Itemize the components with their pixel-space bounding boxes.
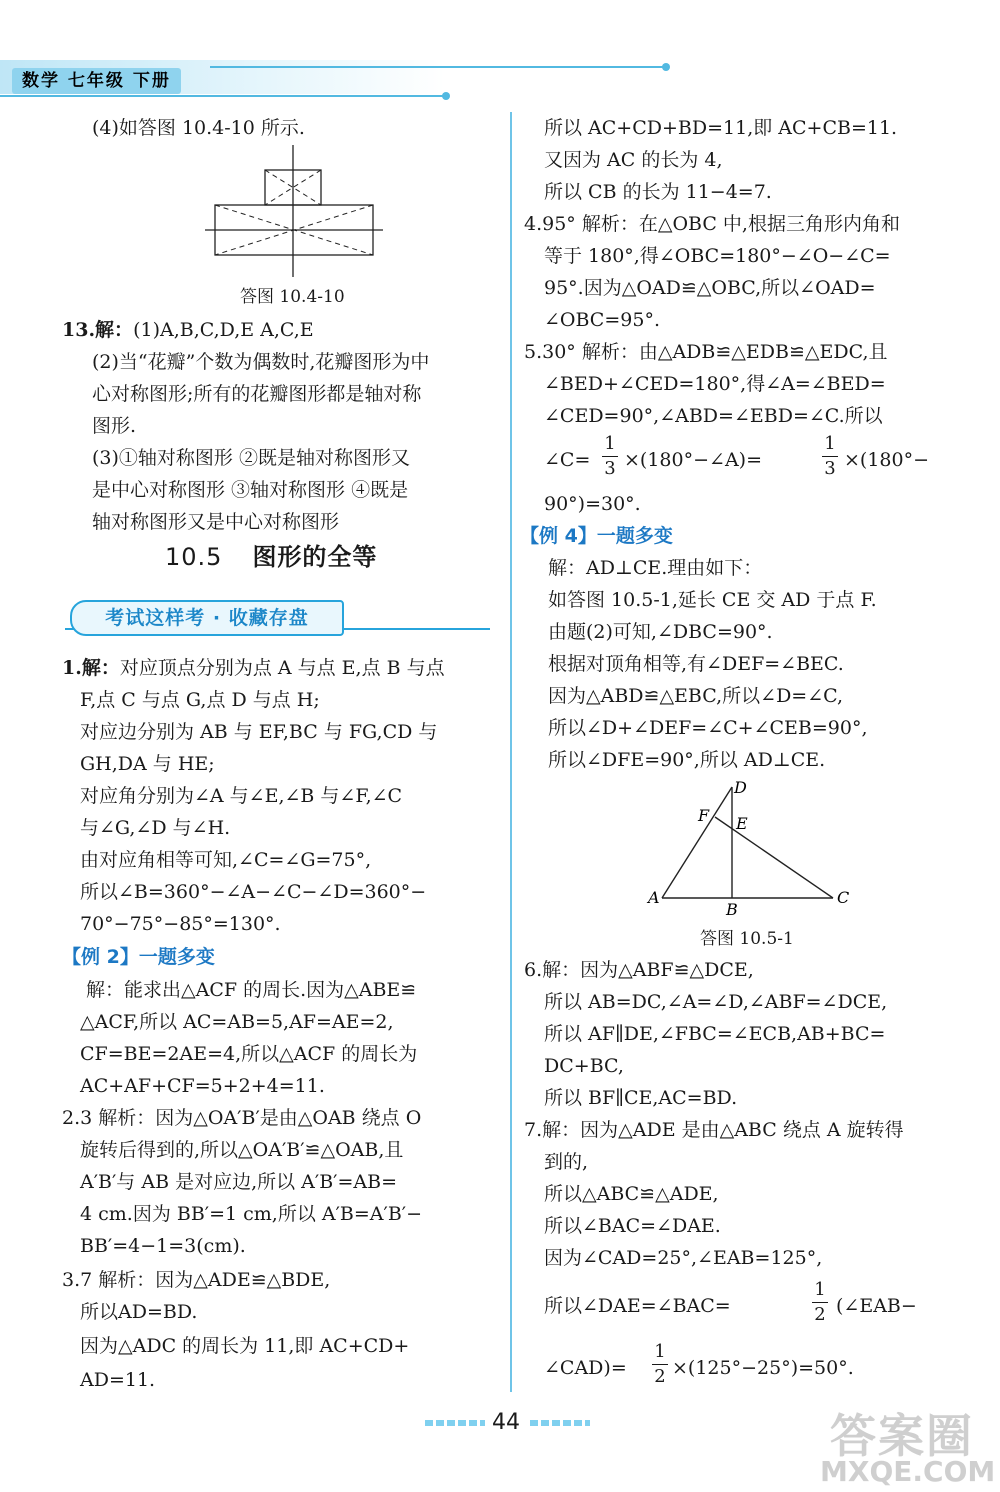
question-3: 3.7 解析：因为△ADE≌△BDE,: [62, 1269, 331, 1291]
answer-line: GH,DA 与 HE;: [80, 753, 215, 775]
denominator: 2: [814, 1304, 826, 1325]
answer-line: 95°.因为△OAD≌△OBC,所以∠OAD=: [544, 277, 876, 299]
answer-line: 对应边分别为 AB 与 EF,BC 与 FG,CD 与: [80, 721, 438, 743]
fraction-one-third: [822, 434, 838, 479]
watermark-url: MXQE.COM: [820, 1455, 996, 1488]
column-divider: [510, 112, 512, 1392]
answer-line: 解：AD⊥CE.理由如下：: [548, 557, 763, 579]
answer-line: 由对应角相等可知,∠C=∠G=75°,: [80, 849, 372, 871]
answer-line: 所以AD=BD.: [80, 1301, 198, 1323]
label-A: A: [648, 888, 660, 907]
question-4: 4.95° 解析：在△OBC 中,根据三角形内角和: [524, 213, 900, 235]
fraction-one-third: [602, 434, 618, 479]
header-rule-top: [210, 66, 665, 68]
answer-line: 所以 CB 的长为 11−4=7.: [544, 181, 772, 203]
answer-line: 轴对称图形又是中心对称图形: [92, 511, 340, 533]
numerator: 1: [824, 433, 836, 454]
page-number-ornament: [530, 1420, 590, 1426]
fraction-one-half: [652, 1342, 668, 1387]
answer-line: ∠BED+∠CED=180°,得∠A=∠BED=: [544, 373, 886, 395]
fraction-bar: [652, 1364, 668, 1365]
answer-line: 90°)=30°.: [544, 493, 641, 515]
answer-line: 图形.: [92, 415, 137, 437]
section-number: 10.5: [165, 543, 223, 571]
answer-line: 所以 AF∥DE,∠FBC=∠ECB,AB+BC=: [544, 1023, 886, 1045]
label-D: D: [734, 778, 747, 797]
question-7: 7.解：因为△ADE 是由△ABC 绕点 A 旋转得: [524, 1119, 904, 1141]
page-number: 44: [492, 1410, 520, 1435]
answer-line: (4)如答图 10.4-10 所示.: [92, 117, 305, 139]
answer-line: 心对称图形;所有的花瓣图形都是轴对称: [92, 383, 422, 405]
answer-line: 因为△ABD≌△EBC,所以∠D=∠C,: [548, 685, 844, 707]
header-rule-bottom: [0, 95, 445, 97]
answer-line: ×(180°−: [844, 449, 930, 471]
answer-line: 如答图 10.5-1,延长 CE 交 AD 于点 F.: [548, 589, 877, 611]
figure-10-4-10: [205, 145, 385, 280]
question-2: 2.3 解析：因为△OA′B′是由△OAB 绕点 O: [62, 1107, 422, 1129]
answer-line: DC+BC,: [544, 1055, 624, 1077]
fraction-bar: [822, 456, 838, 457]
answer-line: (2)当“花瓣”个数为偶数时,花瓣图形为中: [92, 351, 430, 373]
answer-line: 所以 AB=DC,∠A=∠D,∠ABF=∠DCE,: [544, 991, 888, 1013]
answer-line: 所以∠DFE=90°,所以 AD⊥CE.: [548, 749, 826, 771]
answer-line: 由题(2)可知,∠DBC=90°.: [548, 621, 773, 643]
answer-line: 又因为 AC 的长为 4,: [544, 149, 723, 171]
answer-line: 是中心对称图形 ③轴对称图形 ④既是: [92, 479, 409, 501]
page-number-ornament: [425, 1420, 485, 1426]
answer-line: BB′=4−1=3(cm).: [80, 1235, 246, 1257]
numerator: 1: [604, 433, 616, 454]
answer-line: CF=BE=2AE=4,所以△ACF 的周长为: [80, 1043, 418, 1065]
answer-line: 旋转后得到的,所以△OA′B′≌△OAB,且: [80, 1139, 404, 1161]
question-6: 6.解：因为△ABF≌△DCE,: [524, 959, 754, 981]
answer-line: ∠CED=90°,∠ABD=∠EBD=∠C.所以: [544, 405, 883, 427]
label-B: B: [726, 900, 738, 919]
label-E: E: [736, 814, 748, 833]
answer-line: AC+AF+CF=5+2+4=11.: [80, 1075, 325, 1097]
header-title: 数学 七年级 下册: [12, 68, 181, 94]
answer-line: 所以∠D+∠DEF=∠C+∠CEB=90°,: [548, 717, 868, 739]
answer-line: ∠C=: [544, 449, 591, 471]
denominator: 3: [824, 458, 836, 479]
question-number: 1.解：: [62, 657, 120, 679]
answer-line: 所以 BF∥CE,AC=BD.: [544, 1087, 738, 1109]
answer-line: 所以∠DAE=∠BAC=: [544, 1295, 731, 1317]
answer-line: AD=11.: [80, 1369, 156, 1391]
answer-line: ×(180°−∠A)=: [624, 449, 762, 471]
answer-line: A′B′与 AB 是对应边,所以 A′B′=AB=: [80, 1171, 397, 1193]
answer-line: 所以△ABC≌△ADE,: [544, 1183, 719, 1205]
answer-line: ∠OBC=95°.: [544, 309, 660, 331]
answer-line: 到的,: [544, 1151, 589, 1173]
fraction-bar: [602, 456, 618, 457]
answer-line: F,点 C 与点 G,点 D 与点 H;: [80, 689, 320, 711]
answer-line: 所以∠BAC=∠DAE.: [544, 1215, 721, 1237]
denominator: 2: [654, 1366, 666, 1387]
answer-line: 所以∠B=360°−∠A−∠C−∠D=360°−: [80, 881, 427, 903]
section-title: 图形的全等: [252, 543, 378, 571]
answer-line: 对应角分别为∠A 与∠E,∠B 与∠F,∠C: [80, 785, 403, 807]
answer-line: 所以 AC+CD+BD=11,即 AC+CB=11.: [544, 117, 898, 139]
fraction-bar: [812, 1302, 828, 1303]
answer-line: 因为∠CAD=25°,∠EAB=125°,: [544, 1247, 823, 1269]
answer-line: (∠EAB−: [836, 1295, 917, 1317]
answer-line: ×(125°−25°)=50°.: [672, 1357, 854, 1379]
answer-line: 4 cm.因为 BB′=1 cm,所以 A′B=A′B′−: [80, 1203, 423, 1225]
answer-line: △ACF,所以 AC=AB=5,AF=AE=2,: [80, 1011, 394, 1033]
answer-line: 与∠G,∠D 与∠H.: [80, 817, 231, 839]
answer-line: (3)①轴对称图形 ②既是轴对称图形又: [92, 447, 410, 469]
question-number: 13.解：: [62, 319, 134, 341]
numerator: 1: [814, 1279, 826, 1300]
answer-line: ∠CAD)=: [544, 1357, 627, 1379]
example-heading: 【例 2】一题多变: [62, 946, 215, 968]
figure-caption: 答图 10.4-10: [240, 287, 345, 307]
answer-text: 对应顶点分别为点 A 与点 E,点 B 与点: [119, 657, 445, 679]
answer-line: 因为△ADC 的周长为 11,即 AC+CD+: [80, 1335, 410, 1357]
question-13: [62, 318, 314, 342]
section-banner: 考试这样考 · 收藏存盘: [70, 600, 344, 636]
answer-line: 70°−75°−85°=130°.: [80, 913, 281, 935]
answer-text: (1)A,B,C,D,E A,C,E: [133, 319, 314, 341]
watermark-logo: 答案圈: [830, 1409, 974, 1463]
section-heading: [165, 542, 377, 572]
label-F: F: [698, 806, 710, 825]
answer-line: 解：能求出△ACF 的周长.因为△ABE≌: [86, 979, 417, 1001]
header-dot: [442, 92, 450, 100]
figure-10-5-1: [640, 775, 860, 920]
header-dot: [662, 63, 670, 71]
question-1: [62, 656, 445, 680]
question-5: 5.30° 解析：由△ADB≌△EDB≌△EDC,且: [524, 341, 888, 363]
denominator: 3: [604, 458, 616, 479]
fraction-one-half: [812, 1280, 828, 1325]
label-C: C: [837, 888, 850, 907]
example-heading: 【例 4】一题多变: [520, 525, 673, 547]
figure-caption: 答图 10.5-1: [700, 929, 794, 949]
answer-line: 根据对顶角相等,有∠DEF=∠BEC.: [548, 653, 844, 675]
numerator: 1: [654, 1341, 666, 1362]
answer-line: 等于 180°,得∠OBC=180°−∠O−∠C=: [544, 245, 891, 267]
